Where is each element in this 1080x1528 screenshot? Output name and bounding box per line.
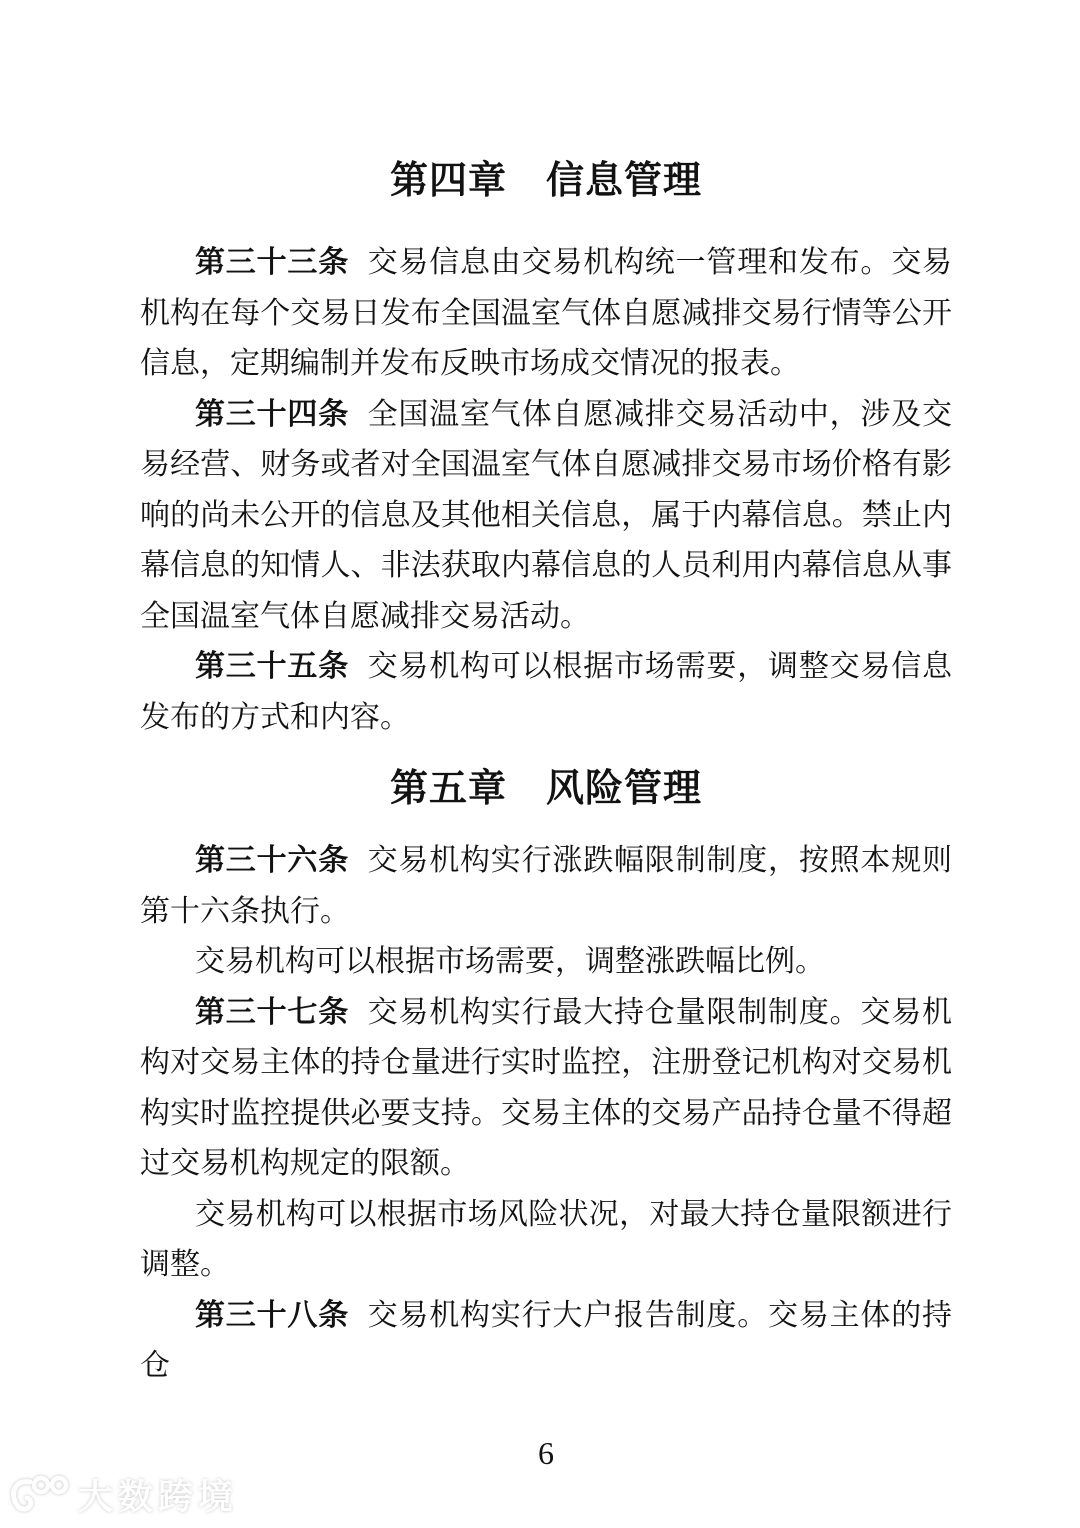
watermark-brand-text: 大数跨境: [78, 1478, 239, 1517]
article-36-number: 第三十六条: [195, 844, 350, 877]
article-37-paragraph: [140, 988, 952, 1190]
article-36-continuation-paragraph: [140, 937, 952, 988]
article-34-paragraph: [140, 390, 952, 643]
article-34-text: 全国温室气体自愿减排交易活动中，涉及交易经营、财务或者对全国温室气体自愿减排交易市场价格有影响的尚未公开的信息及其他相关信息，属于内幕信息。禁止内幕信息的知情人、非法获取内幕信息的人员利用内幕信息从事全国温室气体自愿减排交易活动。: [140, 397, 953, 633]
article-38-text: 交易机构实行大户报告制度。交易主体的持仓: [140, 1298, 953, 1382]
article-36-paragraph: [140, 836, 952, 937]
article-37-continuation-text: 交易机构可以根据市场风险状况，对最大持仓量限额进行调整。: [140, 1197, 952, 1281]
article-37-continuation-paragraph: [140, 1190, 952, 1291]
article-35-number: 第三十五条: [195, 650, 350, 683]
chapter-4-heading: 第四章 信息管理: [389, 160, 702, 202]
article-36-continuation-text: 交易机构可以根据市场需要，调整涨跌幅比例。: [195, 945, 825, 978]
article-36-text: 交易机构实行涨跌幅限制制度，按照本规则第十六条执行。: [140, 844, 953, 928]
brand-swirl-100-icon: [8, 1472, 70, 1518]
article-34-number: 第三十四条: [195, 397, 350, 431]
document-body: [140, 0, 952, 1479]
chapter-5-heading: 第五章 风险管理: [389, 768, 702, 810]
watermark: [8, 1470, 238, 1520]
article-33-paragraph: [140, 238, 952, 390]
article-33-number: 第三十三条: [195, 246, 350, 279]
article-37-text: 交易机构实行最大持仓量限制制度。交易机构对交易主体的持仓量进行实时监控，注册登记机构对交易机构实时监控提供必要支持。交易主体的交易产品持仓量不得超过交易机构规定的限额。: [140, 995, 953, 1180]
article-37-number: 第三十七条: [195, 995, 350, 1029]
page-number: 6: [538, 1434, 554, 1471]
article-35-paragraph: [140, 642, 952, 743]
article-35-text: 交易机构可以根据市场需要，调整交易信息发布的方式和内容。: [140, 650, 953, 734]
article-38-paragraph: [140, 1291, 952, 1392]
article-38-number: 第三十八条: [195, 1298, 350, 1332]
article-33-text: 交易信息由交易机构统一管理和发布。交易机构在每个交易日发布全国温室气体自愿减排交易行情等公开信息，定期编制并发布反映市场成交情况的报表。: [140, 246, 953, 380]
